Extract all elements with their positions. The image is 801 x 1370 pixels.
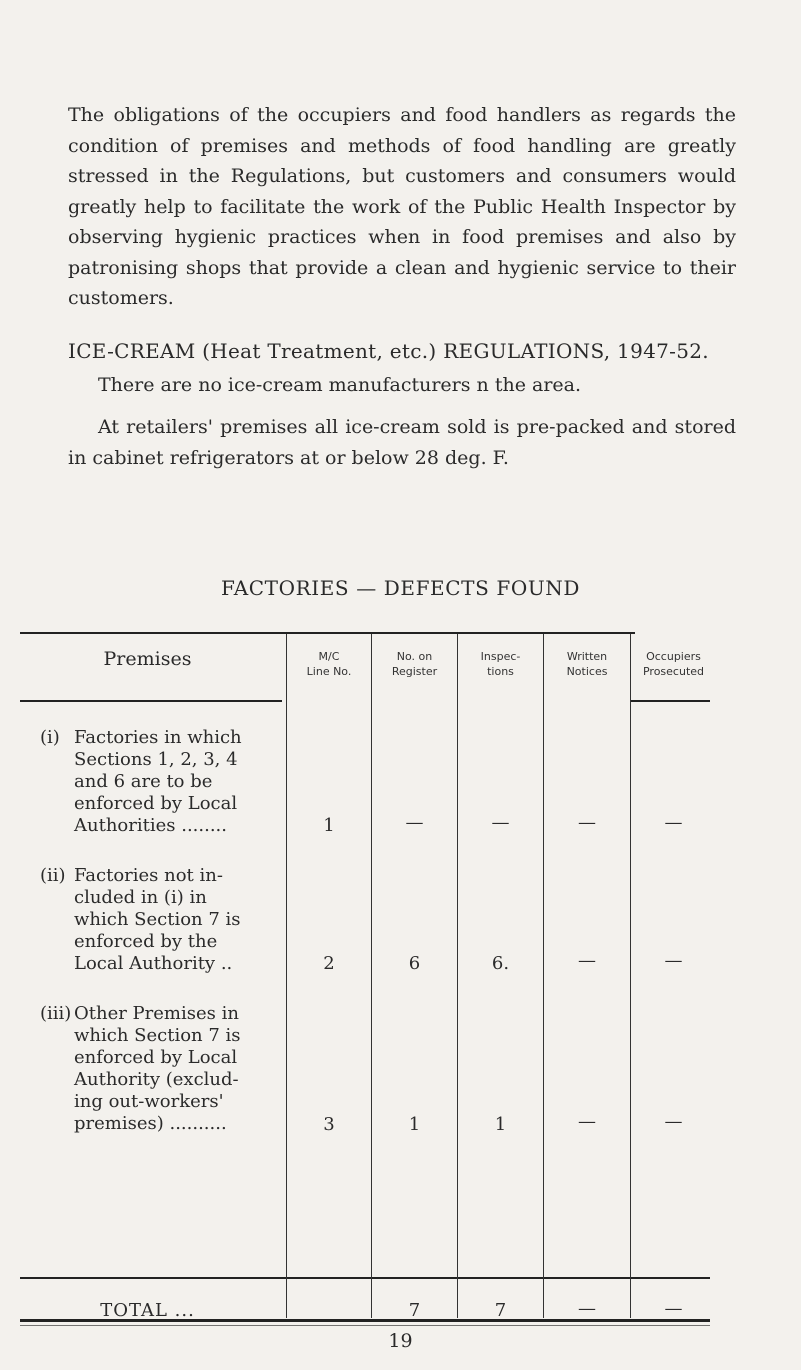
row-text-line: cluded in (i) in: [74, 887, 207, 908]
row-number: (iii): [40, 1003, 72, 1024]
ice-cream-paragraph-1: There are no ice-cream manufacturers n the area.: [98, 374, 582, 396]
table-row-label: [40, 727, 286, 837]
header-register: No. on Register: [391, 650, 438, 678]
cell-inspections: —: [491, 812, 510, 833]
row-text-line: premises) ..........: [74, 1113, 227, 1134]
total-inspections: 7: [494, 1300, 507, 1321]
cell-notices: —: [578, 1111, 596, 1132]
header-rule-left: [20, 700, 282, 702]
header-mc-line: M/C Line No.: [306, 650, 352, 678]
table-row-label: [40, 865, 286, 975]
col-divider-2: [371, 634, 372, 1318]
col-divider-5: [630, 634, 631, 1318]
row-number: (ii): [40, 865, 66, 886]
row-text-line: Factories in which: [74, 727, 242, 748]
total-notices: —: [578, 1298, 596, 1319]
cell-register: —: [405, 812, 424, 833]
header-prosecuted: Occupiers Prosecuted: [642, 650, 705, 678]
row-text-line: Local Authority ..: [74, 953, 233, 974]
cell-prosecuted: —: [664, 812, 683, 833]
header-rule-right: [630, 700, 710, 702]
cell-inspections: 6.: [491, 953, 510, 974]
total-register: 7: [408, 1300, 421, 1321]
header-premises: Premises: [103, 648, 192, 670]
col-divider-3: [457, 634, 458, 1318]
row-text-line: Sections 1, 2, 3, 4: [74, 749, 238, 770]
intro-paragraph: The obligations of the occupiers and food handlers as regards the condition of premises and methods of food handling are greatly stressed in the Regulations, but customers and consumers would greatly help to facilitate the work of the Public Health Inspector by observing hygienic practices when in food premises and also by patronising shops that provide a clean and hygienic service to their customers.: [68, 104, 736, 309]
cell-prosecuted: —: [664, 1111, 683, 1132]
cell-register: 1: [408, 1114, 421, 1135]
cell-notices: —: [578, 812, 596, 833]
col-divider-4: [543, 634, 544, 1318]
factories-table-title: FACTORIES — DEFECTS FOUND: [220, 576, 581, 600]
cell-notices: —: [578, 950, 596, 971]
row-text-line: enforced by the: [74, 931, 218, 952]
row-text-line: Factories not in-: [74, 865, 223, 886]
ice-cream-heading: ICE-CREAM (Heat Treatment, etc.) REGULATIONS, 1947-52.: [68, 339, 709, 363]
cell-mc-line: 2: [323, 953, 335, 974]
header-notices: Written Notices: [566, 650, 608, 678]
cell-mc-line: 1: [323, 815, 335, 836]
cell-register: 6: [408, 953, 421, 974]
ice-cream-paragraph-2: At retailers' premises all ice-cream sold is pre-packed and stored in cabinet refrigerators at or below 28 deg. F.: [68, 416, 736, 469]
row-text-line: which Section 7 is: [74, 909, 241, 930]
row-text-line: which Section 7 is: [74, 1025, 241, 1046]
table-bottom-rule-thin: [20, 1325, 710, 1326]
row-text-line: and 6 are to be: [74, 771, 213, 792]
table-row-label: [40, 1003, 286, 1135]
row-text-line: enforced by Local: [74, 1047, 238, 1068]
header-inspections: Inspec- tions: [480, 650, 521, 678]
row-number: (i): [40, 727, 60, 748]
cell-prosecuted: —: [664, 950, 683, 971]
total-prosecuted: —: [664, 1298, 683, 1319]
row-text-line: Authorities ........: [74, 815, 227, 836]
page-number: 19: [388, 1330, 413, 1352]
total-top-rule: [20, 1277, 710, 1279]
cell-mc-line: 3: [323, 1114, 335, 1135]
row-text-line: Authority (exclud-: [74, 1069, 239, 1090]
cell-inspections: 1: [494, 1114, 507, 1135]
row-text-line: enforced by Local: [74, 793, 238, 814]
row-text-line: Other Premises in: [74, 1003, 239, 1024]
total-label: TOTAL ...: [100, 1300, 195, 1321]
col-divider-1: [286, 634, 287, 1318]
row-text-line: ing out-workers': [74, 1091, 224, 1112]
